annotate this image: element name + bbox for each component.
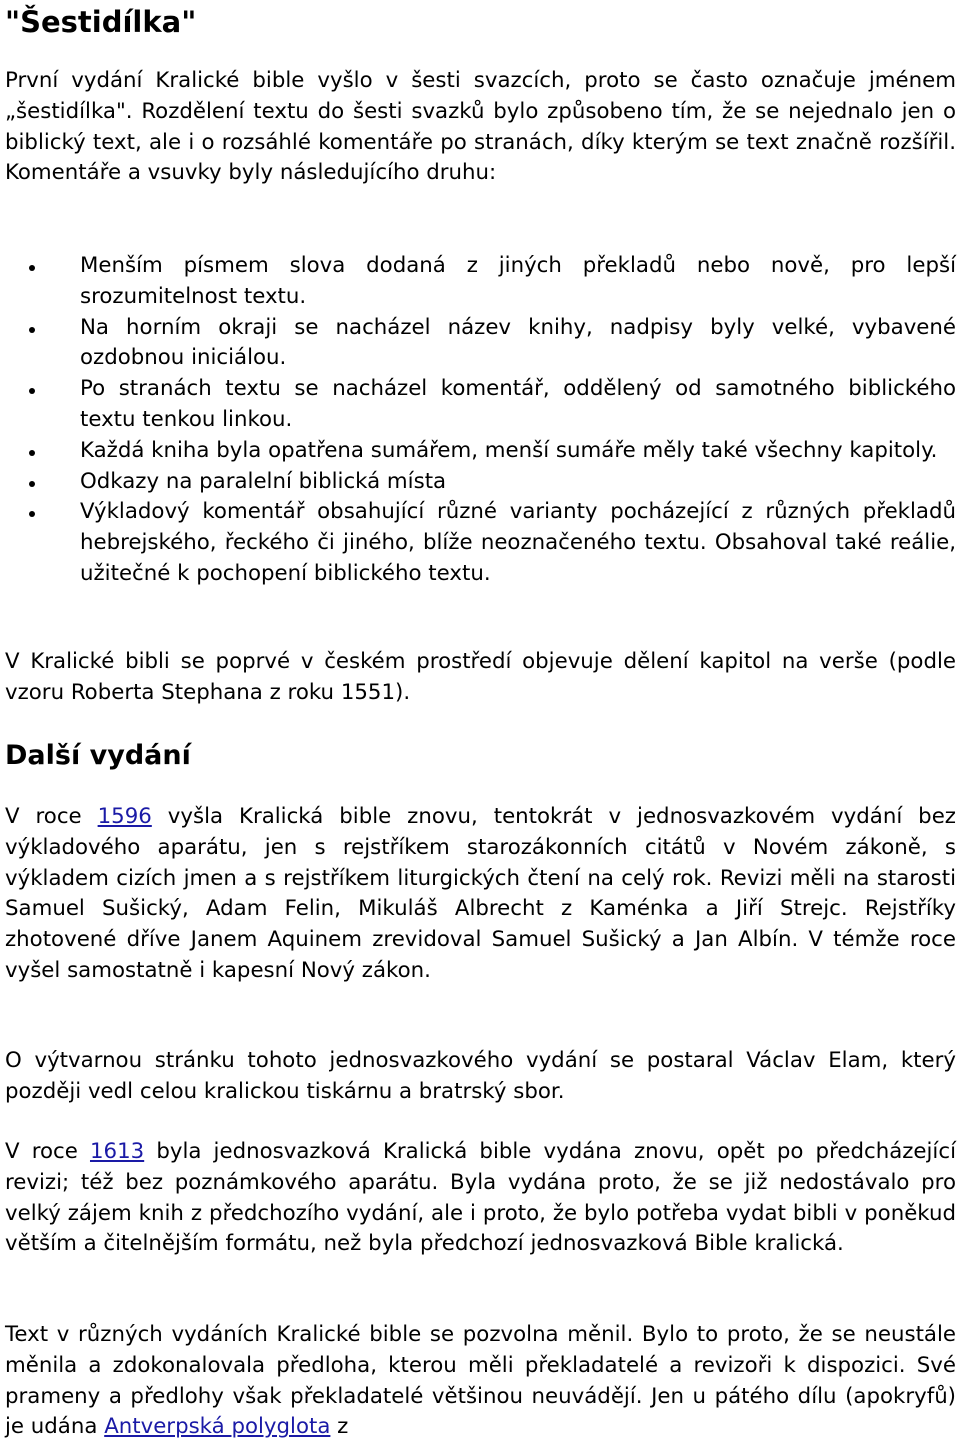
list-item: Výkladový komentář obsahující různé varianty pocházející z různých překladů hebrejského, řeckého či jiného, blíže neoznačeného textu. Obsahoval také reálie, užitečné k pochopení biblického textu. [80,497,956,589]
paragraph-text: Text v různých vydáních Kralické bible se pozvolna měnil. Bylo to proto, že se neustále měnila a zdokonalovala předloha, kterou měli překladatelé a revizoři k dispozici. Své prameny a předlohy však překladatelé většinou neuvádějí. Jen u pátého dílu (apokryfů) je udána [5,1322,956,1440]
paragraph-text: z [330,1414,349,1440]
page-title: "Šestidílka" [5,5,197,39]
paragraph-text: V roce [5,804,98,829]
section-heading-dalsi-vydani: Další vydání [5,740,191,771]
verses-paragraph: V Kralické bibli se poprvé v českém prostředí objevuje dělení kapitol na verše (podle vzoru Roberta Stephana z roku 1551). [5,649,956,705]
paragraph-1596 [5,802,956,987]
list-item: Na horním okraji se nacházel název knihy, nadpisy byly velké, vybavené ozdobnou iniciálou. [80,313,956,375]
antverpska-polyglota-link[interactable]: Antverpská polyglota [104,1414,331,1440]
paragraph-elam: O výtvarnou stránku tohoto jednosvazkového vydání se postaral Václav Elam, který později vedl celou kralickou tiskárnu a bratrský sbor. [5,1048,956,1104]
year-1613-link[interactable]: 1613 [89,1139,145,1164]
paragraph-1613 [5,1137,956,1260]
list-item: Po stranách textu se nacházel komentář, oddělený od samotného biblického textu tenkou linkou. [80,374,956,436]
list-item: Každá kniha byla opatřena sumářem, menší sumáře měly také všechny kapitoly. [80,436,956,467]
paragraph-text: V roce [5,1139,90,1164]
intro-paragraph: První vydání Kralické bible vyšlo v šesti svazcích, proto se často označuje jménem „šestidílka". Rozdělení textu do šesti svazků bylo způsobeno tím, že se nejednalo jen o biblický text, ale i o rozsáhlé komentáře po stranách, díky kterým se text značně rozšířil. Komentáře a vsuvky byly následujícího druhu: [5,68,956,186]
list-item: Odkazy na paralelní biblická místa [80,467,956,498]
paragraph-text: vyšla Kralická bible znovu, tentokrát v jednosvazkovém vydání bez výkladového aparátu, jen s rejstříkem starozákonních citátů v Novém zákoně, s výkladem cizích jmen a s rejstříkem liturgických čtení na celý rok. Revizi měli na starosti Samuel Sušický, Adam Felin, Mikuláš Albrecht z Kaménka a Jiří Strejc. Rejstříky zhotovené dříve Janem Aquinem zrevidoval Samuel Sušický a Jan Albín. V témže roce vyšel samostatně i kapesní Nový zákon. [5,804,956,983]
paragraph-text-variants [5,1320,956,1443]
year-1596-link[interactable]: 1596 [97,804,152,829]
paragraph-text: byla jednosvazková Kralická bible vydána znovu, opět po předcházející revizi; též bez poznámkového aparátu. Byla vydána proto, že se již nedostávalo pro velký zájem knih z předchozího vydání, ale i proto, že bylo potřeba vydat bibli v poněkud větším a čitelnějším formátu, než byla předchozí jednosvazková Bible kralická. [5,1139,956,1257]
list-item: Menším písmem slova dodaná z jiných překladů nebo nově, pro lepší srozumitelnost textu. [80,251,956,313]
commentary-list [5,251,956,590]
